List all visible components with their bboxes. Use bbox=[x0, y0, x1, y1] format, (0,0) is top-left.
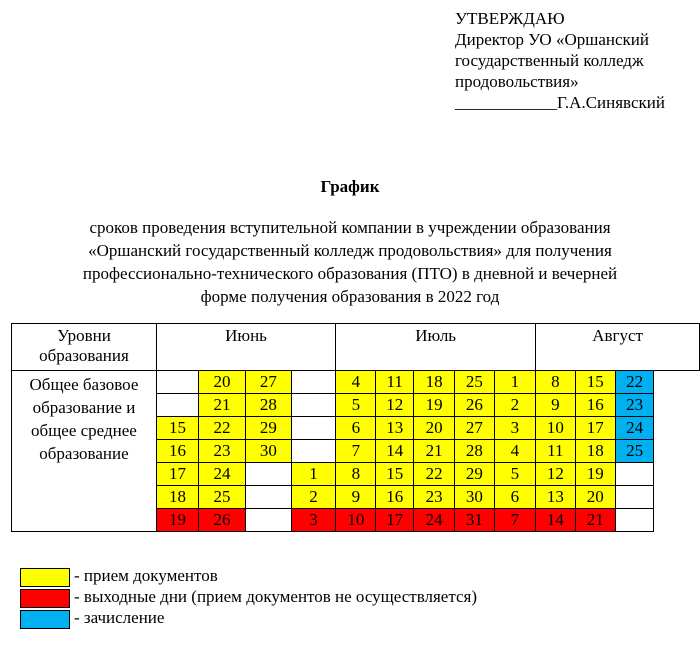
day-cell: 22 bbox=[413, 463, 454, 486]
day-cell: 30 bbox=[455, 486, 494, 509]
day-cell: 26 bbox=[199, 509, 246, 532]
day-cell bbox=[156, 394, 198, 417]
approval-line: государственный колледж bbox=[455, 51, 644, 70]
subtitle-line: «Оршанский государственный колледж продовольствия» для получения bbox=[88, 241, 612, 260]
subtitle-line: форме получения образования в 2022 год bbox=[200, 287, 500, 306]
header-levels-line: Уровни bbox=[57, 326, 111, 345]
day-cell: 6 bbox=[494, 486, 536, 509]
day-cell: 1 bbox=[494, 371, 536, 394]
subtitle-line: профессионально-технического образования (ПТО) в дневной и вечерней bbox=[82, 264, 618, 283]
day-cell bbox=[291, 394, 335, 417]
day-cell: 20 bbox=[575, 486, 615, 509]
day-cell: 31 bbox=[455, 509, 494, 532]
day-cell: 23 bbox=[615, 394, 653, 417]
day-cell: 22 bbox=[199, 417, 246, 440]
day-cell: 25 bbox=[455, 371, 494, 394]
day-cell: 25 bbox=[199, 486, 246, 509]
day-cell: 5 bbox=[336, 394, 376, 417]
day-cell: 2 bbox=[291, 486, 335, 509]
approval-signature: ____________Г.А.Синявский bbox=[455, 93, 665, 112]
day-cell: 29 bbox=[455, 463, 494, 486]
day-cell: 30 bbox=[245, 440, 291, 463]
day-cell: 3 bbox=[291, 509, 335, 532]
approval-block bbox=[455, 8, 695, 113]
day-cell: 10 bbox=[336, 509, 376, 532]
day-cell: 5 bbox=[494, 463, 536, 486]
day-cell: 20 bbox=[413, 417, 454, 440]
approval-line: продовольствия» bbox=[455, 72, 579, 91]
document-subtitle bbox=[20, 216, 680, 308]
day-cell: 24 bbox=[199, 463, 246, 486]
legend-label: - выходные дни (прием документов не осуществляется) bbox=[74, 587, 478, 606]
document-title: График bbox=[320, 177, 380, 196]
day-cell: 28 bbox=[455, 440, 494, 463]
day-cell: 27 bbox=[245, 371, 291, 394]
day-cell: 21 bbox=[575, 509, 615, 532]
day-cell bbox=[291, 417, 335, 440]
day-cell: 17 bbox=[575, 417, 615, 440]
header-august: Август bbox=[536, 324, 700, 371]
day-cell: 28 bbox=[245, 394, 291, 417]
day-cell: 9 bbox=[536, 394, 575, 417]
day-cell: 16 bbox=[575, 394, 615, 417]
day-cell: 17 bbox=[156, 463, 198, 486]
day-cell: 7 bbox=[336, 440, 376, 463]
day-cell: 7 bbox=[494, 509, 536, 532]
day-cell: 9 bbox=[336, 486, 376, 509]
day-cell: 20 bbox=[199, 371, 246, 394]
legend-swatch-yellow bbox=[20, 568, 70, 587]
day-cell bbox=[615, 463, 653, 486]
day-cell: 18 bbox=[413, 371, 454, 394]
day-cell: 23 bbox=[199, 440, 246, 463]
day-cell: 4 bbox=[494, 440, 536, 463]
legend-swatch-red bbox=[20, 589, 70, 608]
approval-line: Директор УО «Оршанский bbox=[455, 30, 649, 49]
schedule-table bbox=[11, 323, 700, 532]
day-cell: 18 bbox=[575, 440, 615, 463]
header-levels bbox=[12, 324, 157, 371]
day-cell: 3 bbox=[494, 417, 536, 440]
day-cell: 14 bbox=[536, 509, 575, 532]
day-cell bbox=[615, 509, 653, 532]
day-cell: 12 bbox=[536, 463, 575, 486]
header-june: Июнь bbox=[156, 324, 335, 371]
day-cell: 18 bbox=[156, 486, 198, 509]
day-cell: 16 bbox=[376, 486, 414, 509]
header-levels-line: образования bbox=[39, 346, 129, 365]
day-cell bbox=[245, 509, 291, 532]
day-cell: 13 bbox=[536, 486, 575, 509]
day-cell bbox=[291, 371, 335, 394]
day-cell: 26 bbox=[455, 394, 494, 417]
day-cell: 29 bbox=[245, 417, 291, 440]
day-cell: 17 bbox=[376, 509, 414, 532]
table-row bbox=[12, 371, 700, 394]
day-cell: 21 bbox=[413, 440, 454, 463]
day-cell: 4 bbox=[336, 371, 376, 394]
day-cell: 19 bbox=[156, 509, 198, 532]
education-level-cell: Общее базовое образование и общее среднее образование bbox=[12, 371, 157, 532]
legend-label: - зачисление bbox=[74, 608, 165, 627]
day-cell: 15 bbox=[376, 463, 414, 486]
day-cell: 11 bbox=[376, 371, 414, 394]
day-cell: 8 bbox=[536, 371, 575, 394]
day-cell: 13 bbox=[376, 417, 414, 440]
approval-line: УТВЕРЖДАЮ bbox=[455, 9, 565, 28]
header-july: Июль bbox=[336, 324, 536, 371]
day-cell: 27 bbox=[455, 417, 494, 440]
day-cell: 1 bbox=[291, 463, 335, 486]
day-cell: 8 bbox=[336, 463, 376, 486]
day-cell: 12 bbox=[376, 394, 414, 417]
day-cell: 24 bbox=[413, 509, 454, 532]
subtitle-line: сроков проведения вступительной компании в учреждении образования bbox=[89, 218, 611, 237]
day-cell: 24 bbox=[615, 417, 653, 440]
day-cell bbox=[156, 371, 198, 394]
day-cell: 15 bbox=[575, 371, 615, 394]
table-header-row bbox=[12, 324, 700, 371]
day-cell: 23 bbox=[413, 486, 454, 509]
day-cell: 19 bbox=[575, 463, 615, 486]
day-cell: 11 bbox=[536, 440, 575, 463]
day-cell bbox=[615, 486, 653, 509]
day-cell: 16 bbox=[156, 440, 198, 463]
day-cell: 2 bbox=[494, 394, 536, 417]
day-cell: 22 bbox=[615, 371, 653, 394]
day-cell: 19 bbox=[413, 394, 454, 417]
day-cell: 25 bbox=[615, 440, 653, 463]
day-cell: 15 bbox=[156, 417, 198, 440]
day-cell: 21 bbox=[199, 394, 246, 417]
legend-label: - прием документов bbox=[74, 566, 218, 585]
day-cell bbox=[245, 486, 291, 509]
day-cell: 6 bbox=[336, 417, 376, 440]
day-cell bbox=[291, 440, 335, 463]
day-cell: 14 bbox=[376, 440, 414, 463]
legend-swatch-blue bbox=[20, 610, 70, 629]
day-cell: 10 bbox=[536, 417, 575, 440]
day-cell bbox=[245, 463, 291, 486]
